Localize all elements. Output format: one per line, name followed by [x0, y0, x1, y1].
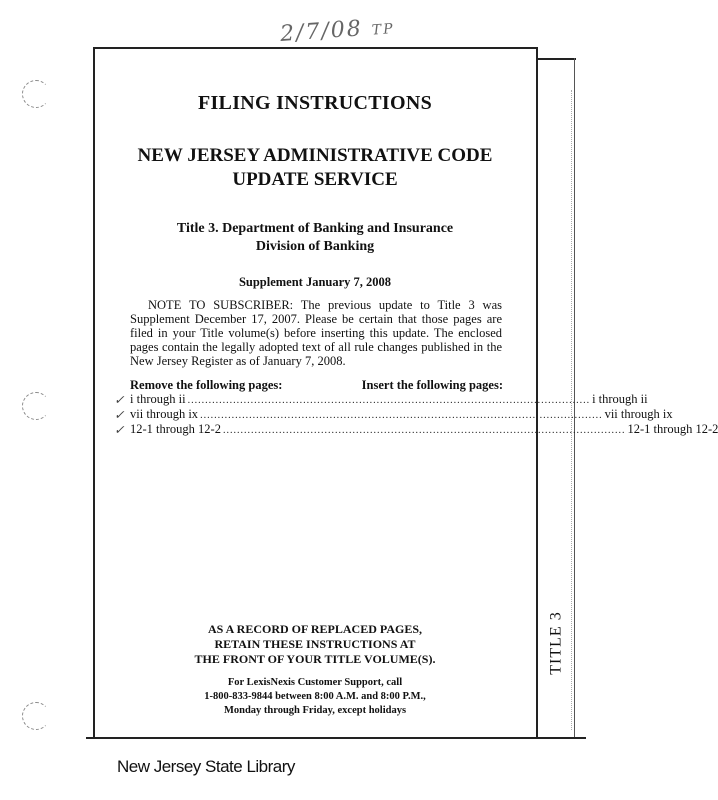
supplement-date: Supplement January 7, 2008 [238, 275, 392, 289]
leader-dots: ................................................................................................................... [222, 425, 626, 436]
list-item [114, 407, 673, 422]
leader-dots: ................................................................................................................... [200, 410, 603, 421]
leader-dots: ................................................................................................................... [187, 395, 591, 406]
record-line-3: THE FRONT OF YOUR TITLE VOLUME(S). [194, 652, 436, 666]
support-days: Monday through Friday, except holidays [223, 705, 407, 716]
subtitle-line-1: NEW JERSEY ADMINISTRATIVE CODE [137, 145, 493, 166]
remove-range: i through ii [130, 392, 186, 406]
remove-range: vii through ix [130, 407, 199, 421]
support-line-1: For LexisNexis Customer Support, call [227, 677, 403, 688]
index-tab-label: TITLE 3 [548, 611, 566, 675]
customer-support-info [100, 676, 530, 718]
subscriber-note: NOTE TO SUBSCRIBER: The previous update to Title 3 was Supplement December 17, 2007. Please be certain that those pages are filed in your Title volume(s) before inserting this update. The enclosed pages contain the legally adopted text of all rule changes published in the New Jersey Register as of January 7, 2008. [130, 298, 502, 368]
insert-range: i through ii [592, 392, 648, 406]
insert-range: 12-1 through 12-2 [627, 422, 718, 436]
library-stamp: New Jersey State Library [117, 757, 295, 776]
handwritten-date-annotation: 2/7/08 TP [279, 16, 396, 47]
pages-list [114, 392, 718, 437]
punch-hole-top [22, 80, 50, 108]
record-instructions [100, 622, 530, 667]
title3-heading: Title 3. Department of Banking and Insurance [176, 221, 454, 236]
remove-pages-header: Remove the following pages: [130, 378, 283, 392]
checkmark-icon: ✓ [114, 408, 125, 422]
page-frame-bottom [86, 737, 586, 739]
punch-hole-middle [22, 392, 50, 420]
division-heading: Division of Banking [255, 239, 375, 254]
page-title: FILING INSTRUCTIONS [197, 92, 433, 114]
insert-range: vii through ix [604, 407, 673, 421]
list-item [114, 422, 718, 437]
subtitle-line-2: UPDATE SERVICE [232, 169, 398, 190]
list-item [114, 392, 648, 407]
record-line-2: RETAIN THESE INSTRUCTIONS AT [214, 637, 416, 651]
index-tab-top [536, 58, 576, 60]
checkmark-icon: ✓ [114, 423, 125, 437]
page-frame-top [93, 47, 536, 49]
checkmark-icon: ✓ [114, 393, 125, 407]
page-frame-right [536, 47, 538, 737]
insert-pages-header: Insert the following pages: [361, 378, 503, 392]
remove-range: 12-1 through 12-2 [130, 422, 221, 436]
pages-list-header [130, 378, 503, 393]
support-phone-hours: 1-800-833-9844 between 8:00 A.M. and 8:00 P.M., [204, 691, 426, 702]
punch-hole-bottom [22, 702, 50, 730]
record-line-1: AS A RECORD OF REPLACED PAGES, [207, 622, 423, 636]
page-frame-left [93, 47, 95, 737]
